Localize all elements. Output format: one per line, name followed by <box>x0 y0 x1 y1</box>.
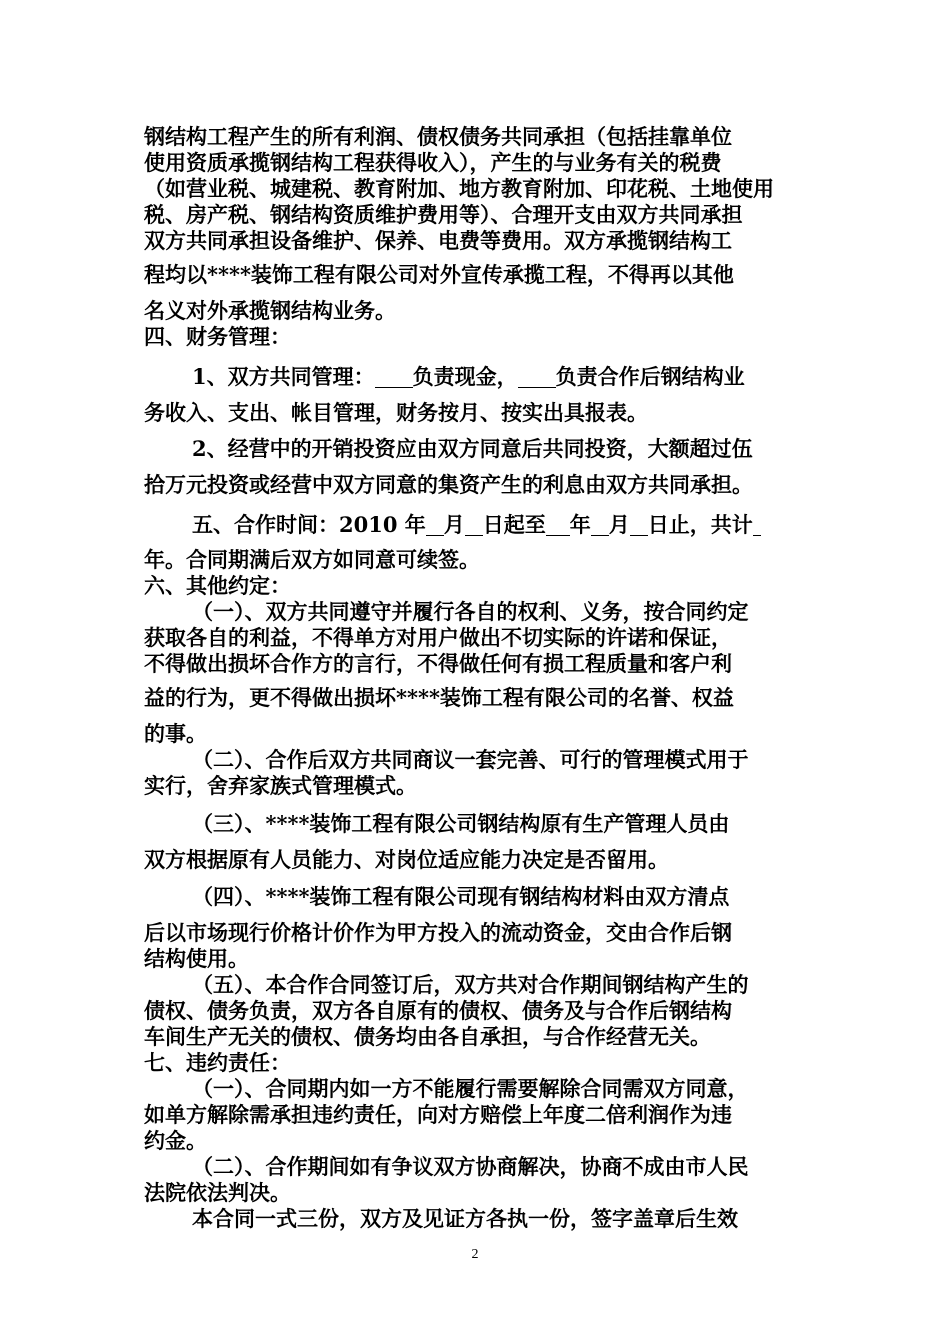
page-number: 2 <box>471 1247 479 1262</box>
text-line: 益的行为，更不得做出损坏****装饰工程有限公司的名誉、权益 <box>144 685 734 710</box>
text-fragment: 1、双方共同管理： <box>192 364 375 389</box>
text-line: 程均以****装饰工程有限公司对外宣传承揽工程，不得再以其他 <box>144 262 734 287</box>
text-line: 2、经营中的开销投资应由双方同意后共同投资，大额超过伍 <box>192 436 753 461</box>
blank-field <box>591 514 609 536</box>
text-line: 车间生产无关的债权、债务均由各自承担，与合作经营无关。 <box>144 1024 711 1049</box>
text-line: 实行，舍弃家族式管理模式。 <box>144 773 417 798</box>
text-line: 约金。 <box>144 1128 207 1153</box>
text-line: 后以市场现行价格计价作为甲方投入的流动资金，交由合作后钢 <box>144 920 732 945</box>
text-line: 双方根据原有人员能力、对岗位适应能力决定是否留用。 <box>144 847 669 872</box>
text-line: 务收入、支出、帐目管理，财务按月、按实出具报表。 <box>144 400 648 425</box>
blank-field <box>465 514 483 536</box>
text-line: （一）、双方共同遵守并履行各自的权利、义务，按合同约定 <box>192 599 749 624</box>
text-line: （五）、本合作合同签订后，双方共对合作期间钢结构产生的 <box>192 972 749 997</box>
text-line: 双方共同承担设备维护、保养、电费等费用。双方承揽钢结构工 <box>144 228 732 253</box>
text-line: 使用资质承揽钢结构工程获得收入），产生的与业务有关的税费 <box>144 150 722 175</box>
text-line: 拾万元投资或经营中双方同意的集资产生的利息由双方共同承担。 <box>144 472 753 497</box>
text-line: （三）、****装饰工程有限公司钢结构原有生产管理人员由 <box>192 811 730 836</box>
blank-field <box>426 514 444 536</box>
text-line: 年。合同期满后双方如同意可续签。 <box>144 547 480 572</box>
text-line: 的事。 <box>144 721 207 746</box>
text-fragment: 月 <box>443 512 465 537</box>
text-line: （一）、合同期内如一方不能履行需要解除合同需双方同意， <box>192 1076 749 1101</box>
text-line: 钢结构工程产生的所有利润、债权债务共同承担（包括挂靠单位 <box>144 124 732 149</box>
section-heading: 六、其他约定： <box>144 573 291 598</box>
blank-field <box>375 366 413 388</box>
text-fragment: 负责合作后钢结构业 <box>555 364 745 389</box>
text-fragment: 日起至 <box>482 512 546 537</box>
blank-field <box>753 514 761 536</box>
text-line: 债权、债务负责，双方各自原有的债权、债务及与合作后钢结构 <box>144 998 732 1023</box>
text-line: （如营业税、城建税、教育附加、地方教育附加、印花税、土地使用 <box>144 176 774 201</box>
cooperation-period <box>192 512 812 538</box>
text-fragment: 日止，共计 <box>647 512 753 537</box>
text-line: 结构使用。 <box>144 946 249 971</box>
text-line: （二）、合作后双方共同商议一套完善、可行的管理模式用于 <box>192 747 749 772</box>
blank-field <box>630 514 648 536</box>
section-heading: 七、违约责任： <box>144 1050 291 1075</box>
closing-line: 本合同一式三份，双方及见证方各执一份，签字盖章后生效 <box>192 1206 738 1231</box>
section-heading: 四、财务管理： <box>144 324 291 349</box>
text-line: 获取各自的利益，不得单方对用户做出不切实际的许诺和保证， <box>144 625 732 650</box>
blank-field <box>546 514 570 536</box>
blank-field <box>518 366 556 388</box>
text-line: 税、房产税、钢结构资质维护费用等）、合理开支由双方共同承担 <box>144 202 743 227</box>
text-line: 不得做出损坏合作方的言行，不得做任何有损工程质量和客户利 <box>144 651 732 676</box>
text-fragment: 年 <box>569 512 591 537</box>
text-line: （四）、****装饰工程有限公司现有钢结构材料由双方清点 <box>192 884 730 909</box>
text-fragment: 月 <box>608 512 630 537</box>
finance-item-1 <box>192 364 812 390</box>
text-fragment: 负责现金， <box>412 364 518 389</box>
text-line: 法院依法判决。 <box>144 1180 291 1205</box>
text-fragment: 五、合作时间：2010 年 <box>192 512 426 537</box>
text-line: （二）、合作期间如有争议双方协商解决，协商不成由市人民 <box>192 1154 749 1179</box>
text-line: 名义对外承揽钢结构业务。 <box>144 298 396 323</box>
text-line: 如单方解除需承担违约责任，向对方赔偿上年度二倍利润作为违 <box>144 1102 732 1127</box>
